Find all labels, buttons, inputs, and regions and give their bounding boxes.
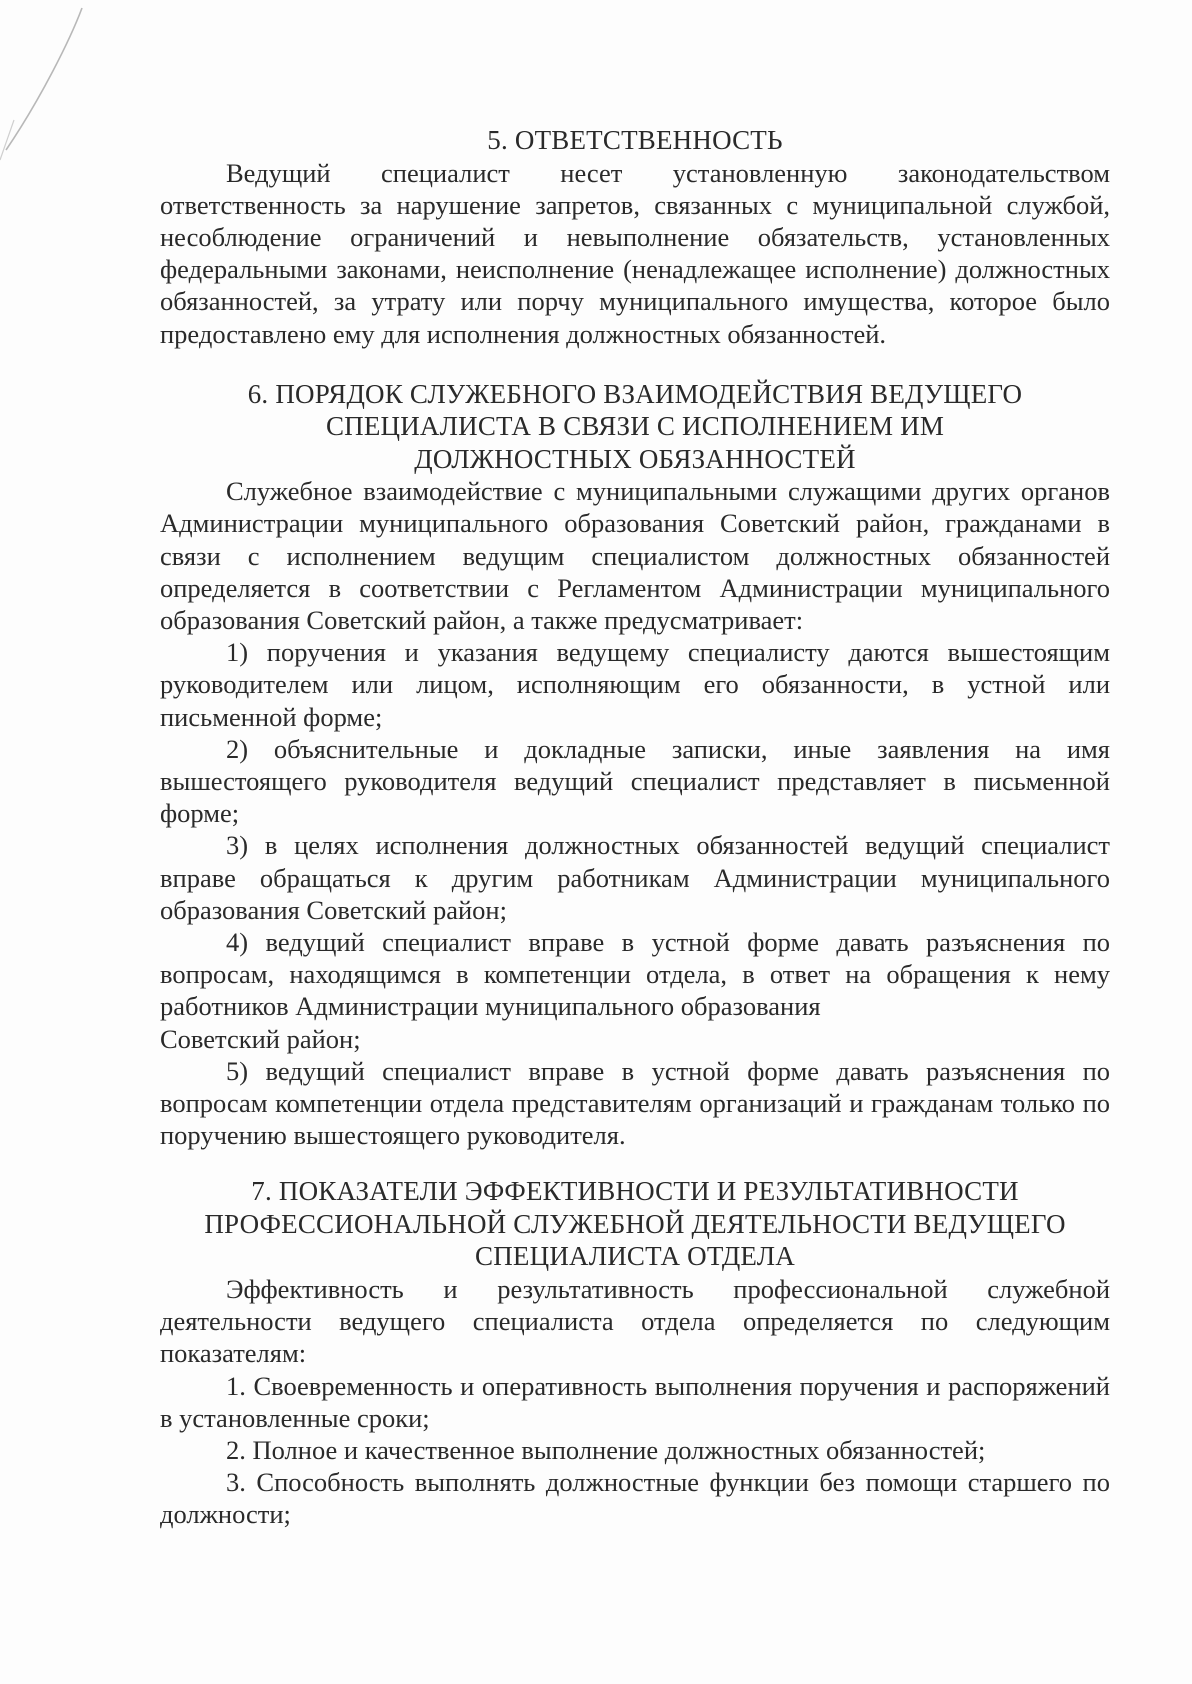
section-5-title: 5. ОТВЕТСТВЕННОСТЬ xyxy=(487,125,783,155)
section-7-title-line: СПЕЦИАЛИСТА ОТДЕЛА xyxy=(475,1241,795,1272)
section-6-title xyxy=(160,378,1110,476)
section-7-title-line: ПРОФЕССИОНАЛЬНОЙ СЛУЖЕБНОЙ ДЕЯТЕЛЬНОСТИ ВЕДУЩЕГО xyxy=(204,1208,1066,1239)
section-6-item-4-continued: Советский район; xyxy=(160,1023,361,1054)
section-7-item-1: 1. Своевременность и оперативность выполнения поручения и распоряжений в установленные сроки; xyxy=(160,1370,1110,1433)
section-6-item-5: 5) ведущий специалист вправе в устной форме давать разъяснения по вопросам компетенции отдела представителям организаций и гражданам только по поручению вышестоящего руководителя. xyxy=(160,1055,1110,1151)
section-6-title-line: ДОЛЖНОСТНЫХ ОБЯЗАННОСТЕЙ xyxy=(414,443,856,474)
section-7-intro: Эффективность и результативность профессиональной служебной деятельности ведущего специалиста отдела определяется по следующим показателям: xyxy=(160,1273,1110,1369)
section-6-title-line: СПЕЦИАЛИСТА В СВЯЗИ С ИСПОЛНЕНИЕМ ИМ xyxy=(325,411,945,442)
section-6-item-4: 4) ведущий специалист вправе в устной форме давать разъяснения по вопросам, находящимся в компетенции отдела, в ответ на обращения к нему работников Администрации муниципального образования xyxy=(160,927,1110,1022)
section-7-item-3: 3. Способность выполнять должностные функции без помощи старшего по должности; xyxy=(160,1467,1110,1530)
scan-edge-mark xyxy=(0,0,120,200)
section-7-item-2: 2. Полное и качественное выполнение должностных обязанностей; xyxy=(226,1435,986,1465)
section-6-item-3: 3) в целях исполнения должностных обязанностей ведущий специалист вправе обращаться к другим работникам Администрации муниципального образования Советский район; xyxy=(160,830,1110,925)
section-6-intro: Служебное взаимодействие с муниципальными служащими других органов Администрации муниципального образования Советский район, гражданами в связи с исполнением ведущим специалистом должностных обязанностей определяется в соответствии с Регламентом Администрации муниципального образования Советский район, а также предусматривает: xyxy=(160,476,1110,636)
section-6-item-1: 1) поручения и указания ведущему специалисту даются вышестоящим руководителем или лицом, исполняющим его обязанности, в устной или письменной форме; xyxy=(160,637,1110,732)
section-7-title-line: 7. ПОКАЗАТЕЛИ ЭФФЕКТИВНОСТИ И РЕЗУЛЬТАТИВНОСТИ xyxy=(251,1176,1019,1207)
section-7-title xyxy=(160,1175,1110,1273)
document-body xyxy=(160,124,1110,1531)
section-5-body: Ведущий специалист несет установленную законодательством ответственность за нарушение запретов, связанных с муниципальной службой, несоблюдение ограничений и невыполнение обязательств, установленных федеральными законами, неисполнение (ненадлежащее исполнение) должностных обязанностей, за утрату или порчу муниципального имущества, которое было предоставлено ему для исполнения должностных обязанностей. xyxy=(160,157,1110,349)
section-6-item-2: 2) объяснительные и докладные записки, иные заявления на имя вышестоящего руководителя ведущий специалист представляет в письменной форме; xyxy=(160,733,1110,829)
section-6-title-line: 6. ПОРЯДОК СЛУЖЕБНОГО ВЗАИМОДЕЙСТВИЯ ВЕДУЩЕГО xyxy=(247,378,1023,409)
